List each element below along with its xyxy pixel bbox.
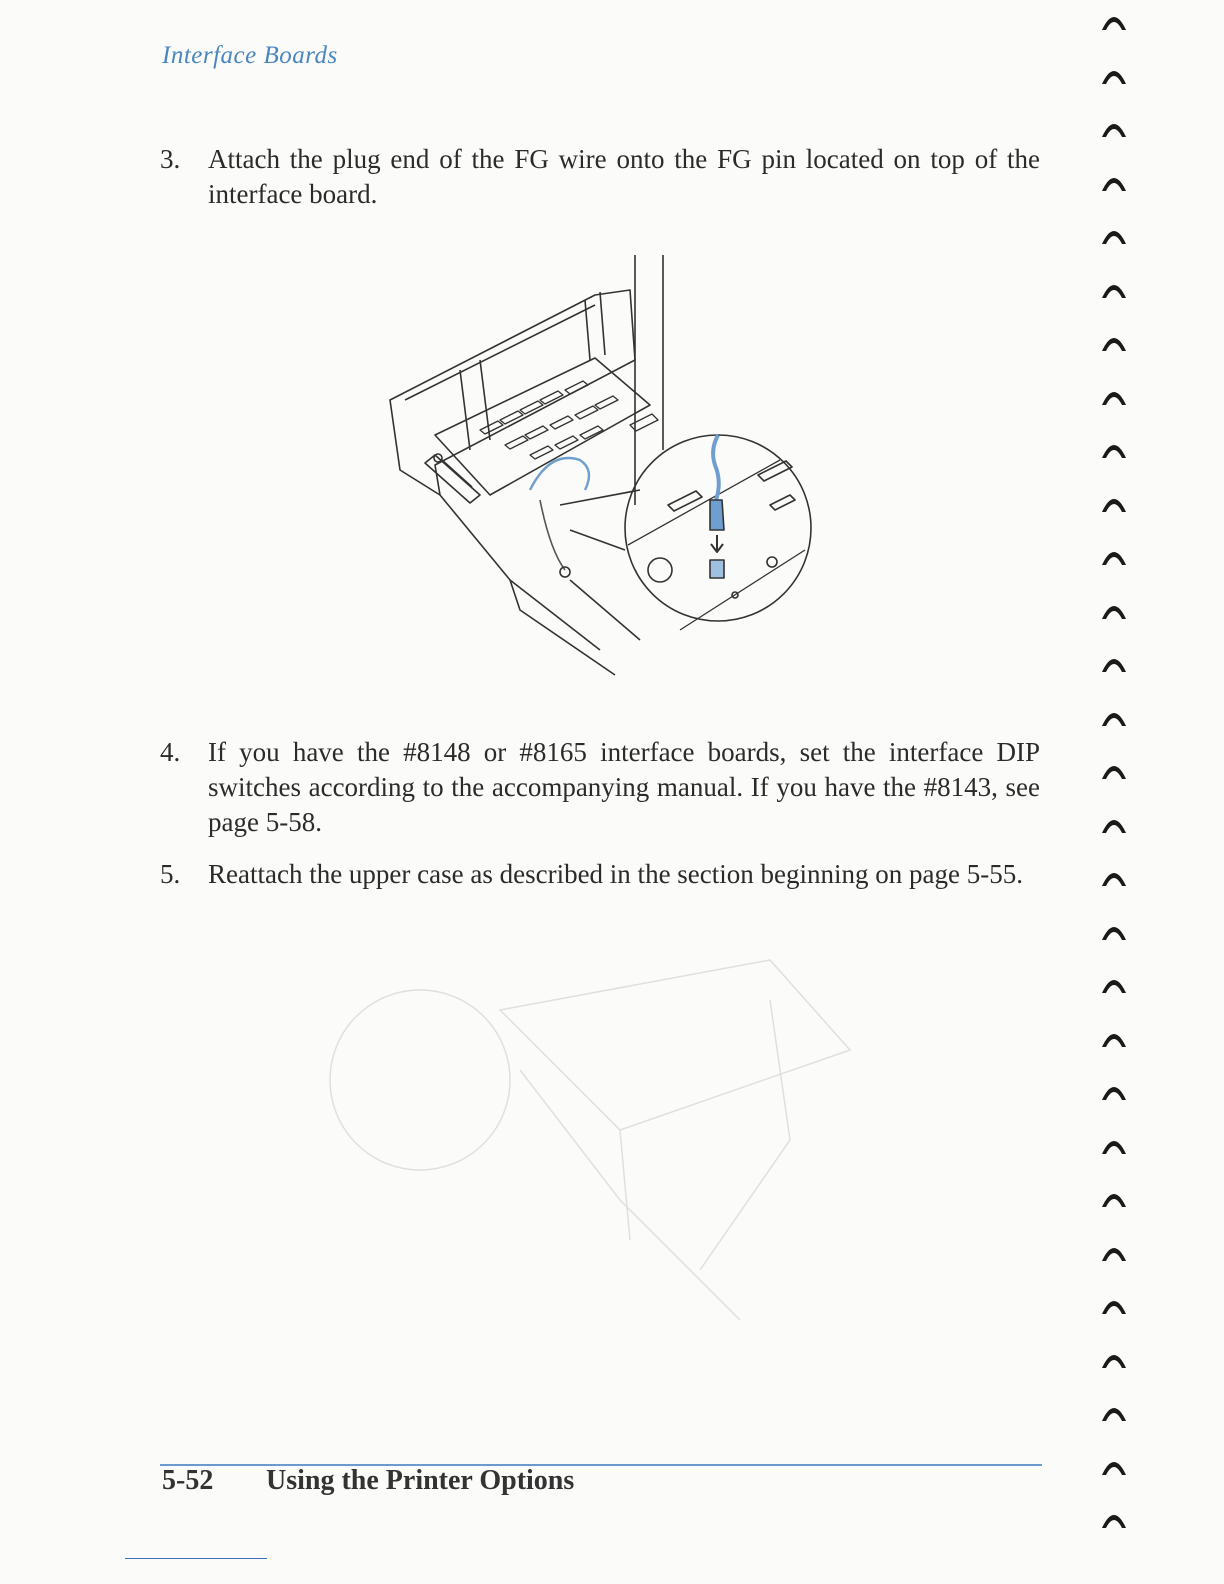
binding-holes bbox=[1094, 0, 1134, 1584]
bottom-rule bbox=[125, 1558, 267, 1559]
step-number: 4. bbox=[160, 737, 181, 767]
chapter-title: Using the Printer Options bbox=[266, 1465, 575, 1496]
step-text: Reattach the upper case as described in the section beginning on page 5-55. bbox=[208, 859, 1023, 889]
running-header: Interface Boards bbox=[162, 42, 338, 69]
step-5 bbox=[160, 857, 1040, 892]
bleed-through-illustration bbox=[320, 940, 880, 1340]
step-4 bbox=[160, 735, 1040, 840]
page-number: 5-52 bbox=[162, 1465, 214, 1496]
step-text: Attach the plug end of the FG wire onto the FG pin located on top of the interface board. bbox=[208, 144, 1040, 209]
step-number: 3. bbox=[160, 144, 181, 174]
page-footer bbox=[162, 1465, 574, 1497]
step-3 bbox=[160, 142, 1040, 212]
fg-wire-illustration bbox=[380, 250, 820, 690]
step-number: 5. bbox=[160, 859, 181, 889]
step-text: If you have the #8148 or #8165 interface boards, set the interface DIP switches according to the accompanying manual. If you have the #8143, see page 5-58. bbox=[208, 737, 1040, 837]
